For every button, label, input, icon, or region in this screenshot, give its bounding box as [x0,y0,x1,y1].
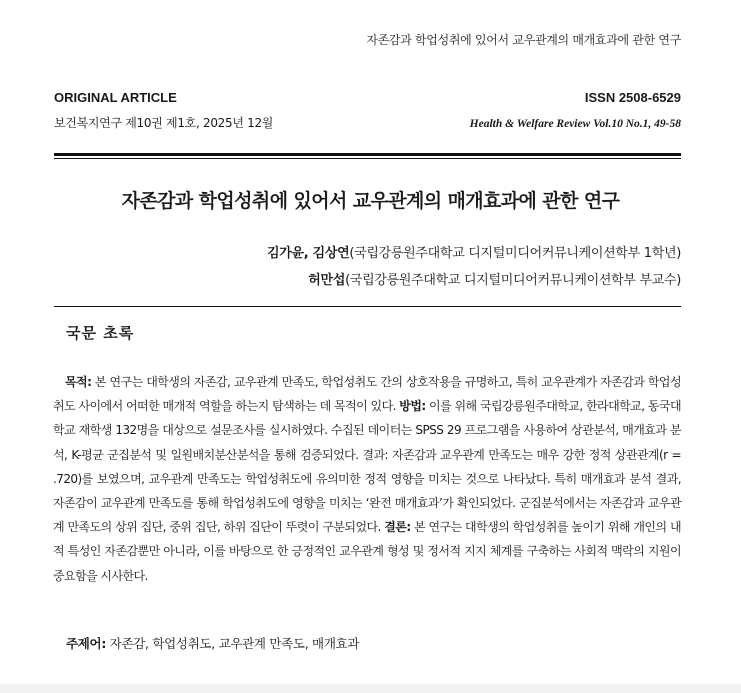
method-text: 이를 위해 국립강릉원주대학교, 한라대학교, 동국대학교 재학생 132명을 대상으로 설문조사를 실시하였다. 수집된 데이터는 SPSS 29 프로그램을 사용하여 상관분석, 매개효과 분석, K-평균 군집분석 및 일원배치분산분석을 통해 검증되었다. 결과: 자존감과 교우관계 만족도는 매우 강한 정적 상관관계(r = .720)를 보였으며, 교우관계 만족도는 학업성취도에 유의미한 정적 영향을 미치는 것으로 나타났다. 특히 매개효과 분석 결과, 자존감이 교우관계 만족도를 통해 학업성취도에 영향을 미치는 ‘완전 매개효과’가 확인되었다. 군집분석에서는 자존감과 교우관계 만족도의 상위 집단, 중위 집단, 하위 집단이 뚜렷이 구분되었다. [53,399,681,535]
paper-title: 자존감과 학업성취에 있어서 교우관계의 매개효과에 관한 연구 [121,190,620,212]
author-line [308,269,681,288]
issn: ISSN 2508-6529 [584,90,681,105]
purpose-label: 목적: [65,375,92,389]
header-double-rule [54,153,681,159]
author-affiliation: (국립강릉원주대학교 디지털미디어커뮤니케이션학부 부교수) [345,273,681,288]
abstract-heading: 국문 초록 [66,324,135,342]
author-affiliation: (국립강릉원주대학교 디지털미디어커뮤니케이션학부 1학년) [349,246,681,261]
conclusion-text: 본 연구는 대학생의 학업성취를 높이기 위해 개인의 내적 특성인 자존감뿐만 아니라, 이를 바탕으로 한 긍정적인 교우관계 형성 및 정서적 지지 체계를 구축하는 사회적 맥락의 지원이 중요함을 시사한다. [53,520,681,583]
page-bottom-band [0,684,741,693]
section-rule [54,306,681,307]
abstract-body [53,370,681,588]
method-label: 방법: [399,399,426,414]
author-line [267,242,681,261]
conclusion-label: 결론: [384,520,411,535]
journal-volume-english: Health & Welfare Review Vol.10 No.1, 49-58 [469,118,681,130]
purpose-text: 본 연구는 대학생의 자존감, 교우관계 만족도, 학업성취도 간의 상호작용을 규명하고, 특히 교우관계가 자존감과 학업성취도 사이에서 어떠한 매개적 역할을 하는지 탐색하는 데 목적이 있다. [53,375,681,414]
article-type: ORIGINAL ARTICLE [54,90,177,105]
author-names: 김가윤, 김상연 [266,246,350,261]
running-head: 자존감과 학업성취에 있어서 교우관계의 매개효과에 관한 연구 [366,33,681,47]
keywords [66,634,359,652]
journal-meta-row [54,90,681,105]
keywords-text: 자존감, 학업성취도, 교우관계 만족도, 매개효과 [106,636,360,651]
keywords-label: 주제어: [66,636,107,651]
author-names: 허만섭 [308,273,346,288]
journal-volume-row [54,114,681,131]
journal-volume-korean: 보건복지연구 제10권 제1호, 2025년 12월 [54,116,274,130]
